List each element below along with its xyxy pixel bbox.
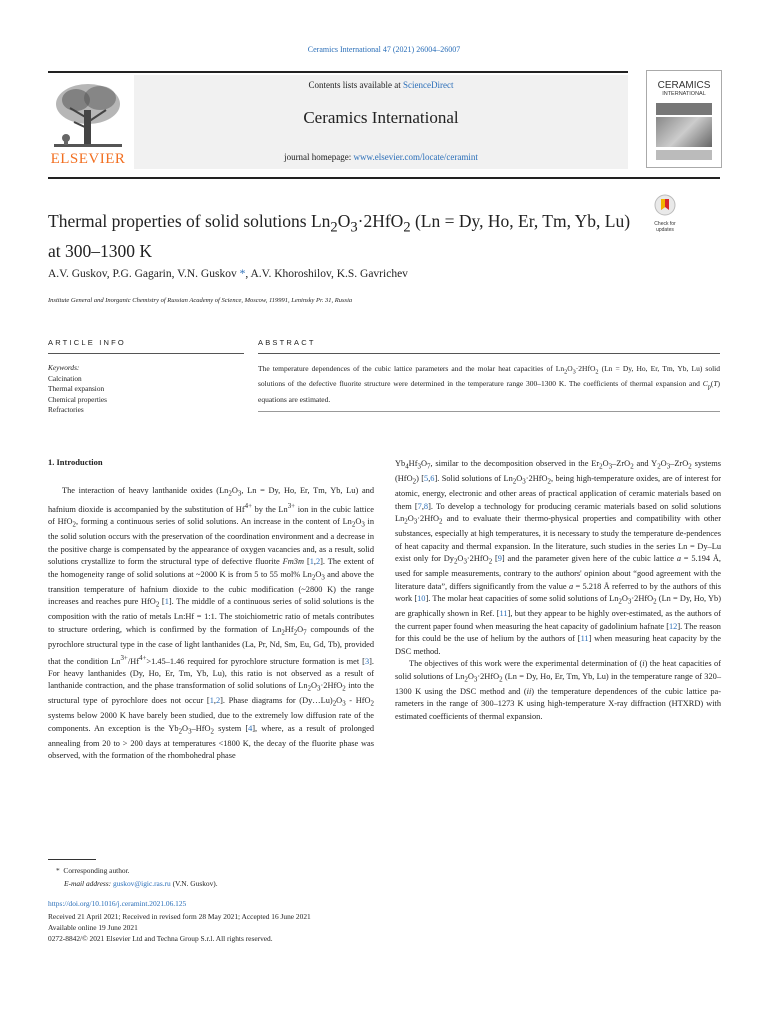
keywords-block: [48, 363, 107, 416]
check-updates-line2: updates: [656, 227, 674, 233]
available-online: Available online 19 June 2021: [48, 923, 138, 932]
header-top-rule: [48, 71, 628, 73]
cover-title-line2: INTERNATIONAL: [662, 91, 706, 97]
cover-footer-band: [656, 150, 712, 160]
keywords-label: Keywords:: [48, 363, 80, 372]
abstract-text: The temperature dependences of the cubic lattice parameters and the molar heat capacities of $Ln_2O_3\cdot 2HfO_2$ (Ln = Dy, Ho, Er, Tm, Yb, Lu) solid solutions of the defective fluorite structure were determined in the temperature range 300–1300 K. The coefficients of thermal expansion and $C_p(T)$ equations are estimated.: [258, 364, 721, 404]
cover-title-line1: CERAMICS: [657, 80, 711, 91]
doi-link[interactable]: [48, 898, 186, 909]
footnote-asterisk: *: [56, 866, 64, 875]
email-link[interactable]: guskov@igic.ras.ru: [113, 879, 171, 888]
homepage-label: journal homepage:: [284, 152, 354, 162]
check-for-updates-button[interactable]: [650, 194, 680, 233]
contents-prefix: Contents lists available at: [308, 80, 403, 90]
keyword-item: Calcination: [48, 373, 82, 383]
elsevier-logo[interactable]: [48, 78, 128, 170]
received-dates: Received 21 April 2021; Received in revised form 28 May 2021; Accepted 16 June 2021: [48, 912, 311, 921]
copyright-line: 0272-8842/© 2021 Elsevier Ltd and Techna Group S.r.l. All rights reserved.: [48, 934, 273, 943]
journal-reference[interactable]: Ceramics International 47 (2021) 26004–26007: [307, 45, 461, 54]
doi-text[interactable]: https://doi.org/10.1016/j.ceramint.2021.06.125: [48, 899, 187, 908]
author-list: A.V. Guskov, P.G. Gagarin, V.N. Guskov *, A.V. Khoroshilov, K.S. Gavrichev: [48, 268, 408, 280]
homepage-link[interactable]: www.elsevier.com/locate/ceramint: [353, 152, 478, 162]
journal-name: Ceramics International: [303, 108, 459, 127]
cover-image: [656, 117, 712, 147]
body-column-right: $Yb_4Hf_3O_7$, similar to the decomposition observed in the $Er_2O_3-ZrO_2$ and $Y_2O_3-ZrO_2$ systems (HfO$_2$) [5,6]. Solid solutions of $Ln_2O_3\cdot 2HfO_2$, being high-temperature oxides, are of interest for atomic, energy, electronic and other areas of practical application of ceramic materials based on them [7,8]. To develop a technology for producing ceramic materials based on solid solutions $Ln_2O_3\cdot 2HfO_2$ and to evaluate their thermo-physical properties and compatibility with other substances, especially at high temperatures, it is necessary to study the temperature de-pendences of heat capacity and thermal expansion. In the literature, such studies in the series Ln = Dy–Lu exist only for $Dy_2O_3\cdot 2HfO_2$ [9] and the parameter given here of the cubic lattice a = 5.194 Å, used for sample measurements, contrary to the authors' opinion about “good agreement with the literature data”, differs significantly from the value a = 5.218 Å referred to by the authors of this work [10]. The molar heat capacities of some solid solutions of $Ln_2O_3\cdot 2HfO_2$ (Ln = Dy, Ho, Yb) are graphically shown in Ref. [11], but they appear to be highly over-estimated, as the authors of the current paper found when measuring the heat capacity of gadolinium hafnate [12]. The reason for this could be the use of helium by the authors of [11] when measuring heat capacity by the DSC method. The objectives of this work were the experimental determination of (i) the heat capacities of solid solutions of $Ln_2O_3\cdot 2HfO_2$ (Ln = Dy, Ho, Er, Tm, Yb, Lu) in the temperature range of 320–1300 K using the DSC method and (ii) the temperature dependences of the cubic lattice pa-rameters in the range of 300–1273 K using high-temperature X-ray diffraction (HTXRD) with estimated coefficients of thermal expansion.: [395, 459, 722, 721]
contents-line: [134, 80, 628, 90]
article-title: Thermal properties of solid solutions $Ln_2O_3\cdot 2HfO_2$ (Ln = Dy, Ho, Er, Tm, Yb, Lu) at 300–1300 K: [48, 211, 631, 261]
journal-cover-thumbnail[interactable]: [646, 70, 722, 168]
section-heading-introduction: 1. Introduction: [48, 457, 103, 467]
email-suffix: (V.N. Guskov).: [170, 879, 218, 888]
elsevier-wordmark: ELSEVIER: [50, 151, 126, 167]
corresponding-label: Corresponding author.: [63, 866, 130, 875]
keyword-item: Refractories: [48, 405, 84, 414]
abstract-bottom-rule: [258, 411, 720, 412]
footnote-rule: [48, 859, 96, 860]
journal-homepage: [134, 152, 628, 162]
keyword-item: Thermal expansion: [48, 384, 105, 393]
header-bottom-rule: [48, 177, 720, 179]
corresponding-author-note: [56, 865, 130, 876]
affiliation: Institute General and Inorganic Chemistry of Russian Academy of Science, Moscow, 119991, Leninsky Pr. 31, Russia: [48, 297, 353, 304]
abstract-rule: [258, 353, 720, 354]
elsevier-tree-icon: [48, 78, 128, 152]
body-column-left: The interaction of heavy lanthanide oxides ($Ln_2O_3$, Ln = Dy, Ho, Er, Tm, Yb, Lu) and hafnium dioxide is accompanied by the substitution of $Hf^{4+}$ by the $Ln^{3+}$ ion in the cubic lattice of HfO$_2$, forming a continuous series of solid solutions. An increase in the content of $Ln_2O_3$ in the solid solution occurs with the preservation of the coordination environment and a decrease in the positive charge is compensated by the appearance of oxygen vacancies and, as a result, solid solutions crystallize to form the structural type of defective fluorite Fm3m [1,2]. The extent of the homogeneity range of solid solutions at ~2000 K is from 5 to 55 mol% $Ln_2O_3$ and above the transition temperature of hafnium dioxide to the cubic modification (~2800 K) the range increases and reaches pure HfO$_2$ [1]. The middle of a continuous series of solid solutions is the composition with the ratio of metals Ln:Hf = 1:1. The stoichiometric ratio of metals contributes to structure ordering, which is confirmed by the formation of $Ln_2Hf_2O_7$ compounds of the pyrochlore structural type in the case of light lanthanides (La, Pr, Nd, Sm, Eu, Gd, Tb), provided that the condition $Ln^{3+}/Hf^{4+}>1.45-1.46$ required for pyrochlore structure formation is met [3]. For heavy lanthanides (Dy, Ho, Er, Tm, Yb, Lu), this ratio is not observed as a result of lanthanide contraction, and the phase transformation of solid solutions of $Ln_2O_3\cdot 2HfO_2$ into the structural type of pyrochlore does not occur [1,2]. Phase diagrams for $(Dy\dots Lu)_2O_3 - HfO_2$ systems below 2000 K have barely been studied, due to the extremely low diffusion rate of the components. An exception is the $Yb_2O_3-HfO_2$ system [4], where, as a result of prolonged annealing from 20 to > 200 days at temperatures <1800 K, the decay of the fluorite phase was observed, with the formation of the rhombohedral phase: [48, 486, 375, 761]
sciencedirect-link[interactable]: ScienceDirect: [403, 80, 454, 90]
check-updates-icon: [650, 194, 680, 216]
article-info-heading: ARTICLE INFO: [48, 338, 126, 347]
cover-band: [656, 103, 712, 115]
abstract-heading: ABSTRACT: [258, 338, 316, 347]
article-info-rule: [48, 353, 244, 354]
keyword-item: Chemical properties: [48, 394, 107, 404]
check-updates-line1: Check for: [654, 221, 676, 227]
email-label: E-mail address:: [64, 879, 113, 888]
email-note: [64, 878, 218, 889]
